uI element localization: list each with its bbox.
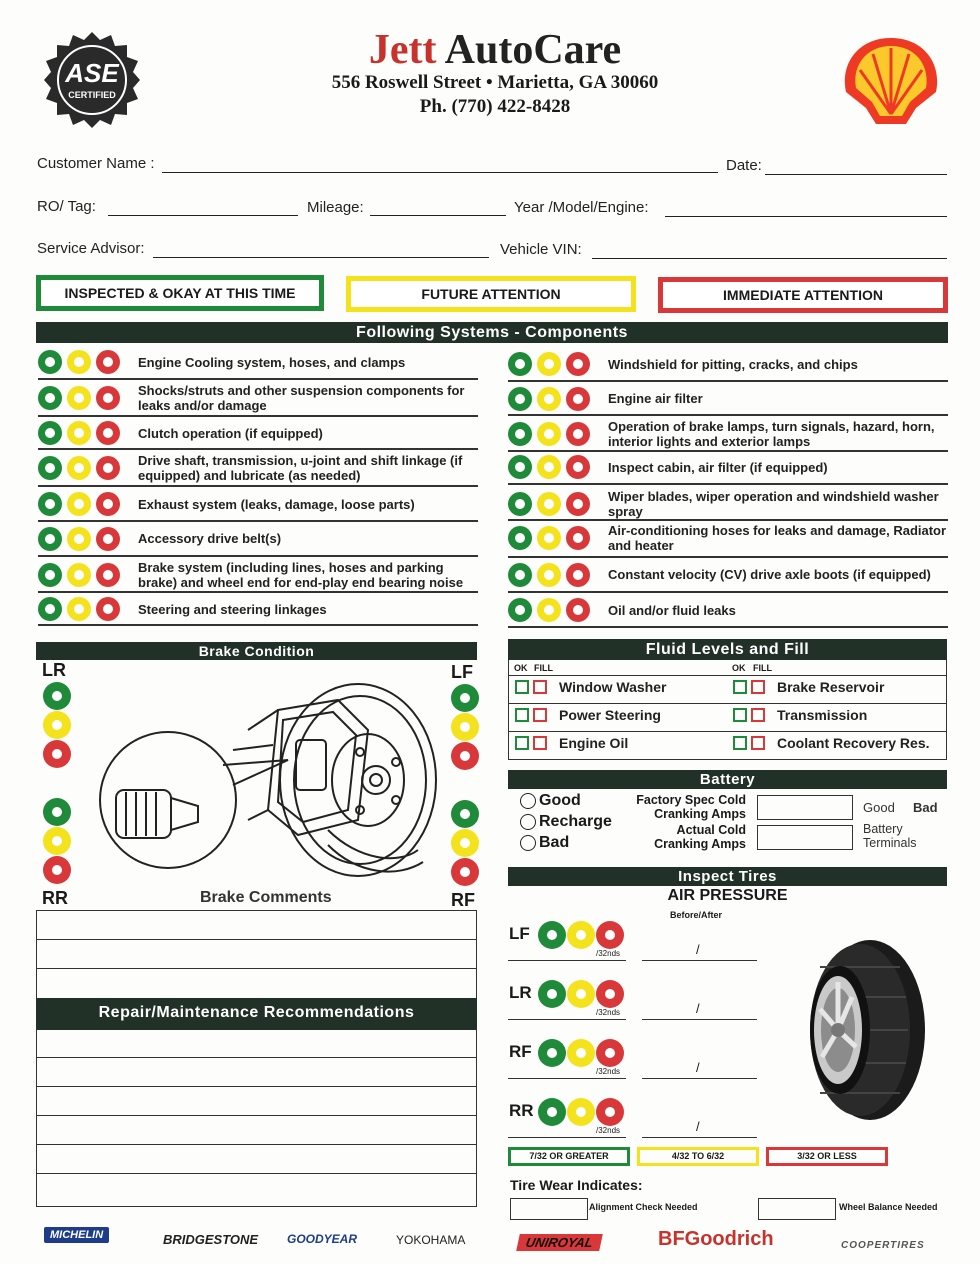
before-after-label: Before/After [670,910,723,920]
tire-green-dot[interactable] [538,921,566,949]
status-dots [508,563,608,587]
green-status-dot[interactable] [508,492,532,516]
ase-text: ASE [65,58,119,88]
green-status-dot[interactable] [38,421,62,445]
tread-unit-label: /32nds [596,1067,621,1076]
status-dots [38,456,138,480]
goodyear-logo: GOODYEAR [287,1232,358,1246]
fill-checkbox[interactable] [533,736,547,750]
date-label: Date: [726,157,762,174]
before-after-slash: / [696,1119,700,1134]
wear-green: 7/32 OR GREATER [508,1147,630,1166]
yellow-status-dot[interactable] [537,455,561,479]
tread-underline [508,1019,626,1020]
fluid-label: Power Steering [559,707,661,723]
red-status-dot[interactable] [96,492,120,516]
fluid-label: Brake Reservoir [777,679,885,695]
red-status-dot[interactable] [96,386,120,410]
fluid-item-left-2 [515,735,628,751]
wheel-balance-box[interactable] [758,1198,836,1220]
yellow-status-dot[interactable] [67,456,91,480]
service-advisor-label: Service Advisor: [37,240,145,257]
yellow-status-dot[interactable] [537,526,561,550]
tread-unit-label: /32nds [596,1126,621,1135]
brake-comments-label: Brake Comments [200,889,332,906]
systems-header: Following Systems - Components [36,322,948,343]
brake-condition-header: Brake Condition [36,642,477,660]
battery-header: Battery [508,770,947,789]
service-advisor-field[interactable] [153,257,489,258]
fluid-label: Engine Oil [559,735,629,751]
red-status-dot[interactable] [566,492,590,516]
system-row-right-6 [508,558,948,593]
tire-red-dot[interactable] [596,921,624,949]
tire-yellow-dot[interactable] [567,1098,595,1126]
status-dots [508,455,608,479]
yellow-status-dot[interactable] [537,598,561,622]
system-label: Engine air filter [608,391,703,406]
system-label: Shocks/struts and other suspension components for leaks and/or damage [138,383,465,413]
shell-logo [838,34,944,130]
brake-rr-label: RR [42,888,68,908]
ase-certified-text: CERTIFIED [68,90,116,100]
brake-lf-label: LF [451,662,473,682]
ok-checkbox[interactable] [733,680,747,694]
system-row-left-5 [38,522,478,557]
brake-rr-yellow[interactable] [43,827,71,855]
system-label: Exhaust system (leaks, damage, loose parts) [138,496,415,512]
status-dots [38,527,138,551]
ro-tag-field[interactable] [108,215,298,216]
system-row-left-7 [38,594,478,626]
customer-name-field[interactable] [162,172,718,173]
before-after-slash: / [696,942,700,957]
brake-lf-red[interactable] [451,742,479,770]
status-dots [508,387,608,411]
air-pressure-field[interactable] [642,1137,757,1138]
business-phone: Ph. (770) 422-8428 [419,96,571,117]
system-row-right-0 [508,348,948,382]
system-row-left-4 [38,488,478,522]
green-status-dot[interactable] [508,455,532,479]
fluid-item-left-0 [515,679,666,695]
tire-position-label: RF [509,1042,532,1061]
ro-tag-label: RO/ Tag: [37,198,96,215]
system-label: Air-conditioning hoses for leaks and damage, Radiator and heater [608,523,947,553]
fill-checkbox[interactable] [533,708,547,722]
green-status-dot[interactable] [38,563,62,587]
wear-red: 3/32 OR LESS [766,1147,888,1166]
yellow-status-dot[interactable] [537,492,561,516]
status-dots [38,492,138,516]
system-row-right-5 [508,520,948,558]
fluid-label: Window Washer [559,679,667,695]
vehicle-vin-label: Vehicle VIN: [500,241,582,258]
red-status-dot[interactable] [566,422,590,446]
fluid-levels-header: Fluid Levels and Fill [508,639,947,660]
wheel-balance-label: Wheel Balance Needed [839,1202,938,1212]
green-status-dot[interactable] [38,492,62,516]
tire-yellow-dot[interactable] [567,980,595,1008]
air-pressure-field[interactable] [642,1019,757,1020]
tire-yellow-dot[interactable] [567,921,595,949]
status-dots [38,386,138,410]
ok-checkbox[interactable] [515,680,529,694]
yellow-status-dot[interactable] [537,387,561,411]
system-label: Windshield for pitting, cracks, and chips [608,356,858,372]
battery-terminal-bad-label: Bad [913,800,938,815]
battery-actual-input[interactable] [757,825,853,850]
tire-yellow-dot[interactable] [567,1039,595,1067]
coopertires-logo: COOPERTIRES [841,1240,925,1251]
red-status-dot[interactable] [96,563,120,587]
brake-lf-green[interactable] [451,684,479,712]
fluid-ok-label-right: OK [732,663,746,673]
system-label: Oil and/or fluid leaks [608,602,736,618]
battery-spec-input[interactable] [757,795,853,820]
system-row-left-6 [38,558,478,593]
business-name-first: Jett [368,27,437,73]
brake-comments-box[interactable] [36,910,477,998]
tire-wear-indicates-label: Tire Wear Indicates: [510,1177,643,1193]
mileage-label: Mileage: [307,199,364,216]
wear-yellow: 4/32 TO 6/32 [637,1147,759,1166]
fluid-ok-label-left: OK [514,663,528,673]
michelin-logo: MICHELIN [44,1227,109,1243]
alignment-check-label: Alignment Check Needed [589,1202,698,1212]
red-status-dot[interactable] [96,597,120,621]
status-dots [508,352,608,376]
red-status-dot[interactable] [96,456,120,480]
status-dots [38,563,138,587]
repair-header: Repair/Maintenance Recommendations [36,998,477,1030]
status-dots [508,526,608,550]
yellow-status-dot[interactable] [67,421,91,445]
green-status-dot[interactable] [508,598,532,622]
battery-recharge-label: Recharge [539,813,612,830]
brake-lr-green[interactable] [43,682,71,710]
tire-red-dot[interactable] [596,980,624,1008]
yellow-status-dot[interactable] [67,527,91,551]
uniroyal-logo: UNIROYAL [516,1234,603,1251]
yellow-status-dot[interactable] [537,563,561,587]
battery-terminals-label: Battery Terminals [863,822,917,850]
fluid-item-right-2 [733,735,930,751]
system-row-left-2 [38,418,478,450]
battery-good-option[interactable] [520,792,581,810]
fluid-fill-label-right: FILL [753,663,772,673]
legend-red-label: IMMEDIATE ATTENTION [663,282,943,308]
fill-checkbox[interactable] [751,708,765,722]
system-row-right-7 [508,594,948,628]
bridgestone-logo: BRIDGESTONE [163,1232,259,1247]
date-field[interactable] [765,174,947,175]
red-status-dot[interactable] [566,526,590,550]
brake-lr-label: LR [42,660,66,680]
tire-green-dot[interactable] [538,1098,566,1126]
status-dots [38,421,138,445]
brake-rf-label: RF [451,890,475,910]
yellow-status-dot[interactable] [67,350,91,374]
tire-green-dot[interactable] [538,980,566,1008]
tread-underline [508,1078,626,1079]
red-status-dot[interactable] [96,527,120,551]
green-status-dot[interactable] [38,350,62,374]
green-status-dot[interactable] [508,352,532,376]
air-pressure-field[interactable] [642,960,757,961]
status-dots [508,492,608,516]
brake-lr-red[interactable] [43,740,71,768]
legend-red [658,277,948,313]
yellow-status-dot[interactable] [537,422,561,446]
green-status-dot[interactable] [508,387,532,411]
battery-bad-radio[interactable] [520,835,536,851]
red-status-dot[interactable] [96,350,120,374]
brake-rr-green[interactable] [43,798,71,826]
red-status-dot[interactable] [96,421,120,445]
tire-position-label: LF [509,924,530,943]
air-pressure-field[interactable] [642,1078,757,1079]
year-model-engine-label: Year /Model/Engine: [514,199,649,216]
system-row-left-0 [38,346,478,380]
green-status-dot[interactable] [38,456,62,480]
system-row-left-1 [38,381,478,417]
fluid-item-left-1 [515,707,661,723]
air-pressure-label: AIR PRESSURE [667,887,788,904]
status-dots [508,422,608,446]
system-row-right-4 [508,488,948,521]
battery-bad-label: Bad [539,834,570,851]
battery-terminal-good-label: Good [863,800,895,815]
yellow-status-dot[interactable] [537,352,561,376]
legend-yellow [346,276,636,312]
yellow-status-dot[interactable] [67,492,91,516]
bfgoodrich-logo: BFGoodrich [658,1228,774,1250]
brake-rf-green[interactable] [451,800,479,828]
system-row-right-3 [508,451,948,485]
green-status-dot[interactable] [508,526,532,550]
green-status-dot[interactable] [38,527,62,551]
system-label: Operation of brake lamps, turn signals, hazard, horn, interior lights and exterior lamps [608,419,935,449]
red-status-dot[interactable] [566,598,590,622]
ok-checkbox[interactable] [515,736,529,750]
red-status-dot[interactable] [566,455,590,479]
brake-lf-yellow[interactable] [451,713,479,741]
yellow-status-dot[interactable] [67,563,91,587]
system-label: Brake system (including lines, hoses and parking brake) and wheel end for end-play end bearing noise [138,559,464,590]
fluid-item-right-1 [733,707,867,723]
battery-bad-option[interactable] [520,834,569,852]
red-status-dot[interactable] [566,563,590,587]
brake-rf-red[interactable] [451,858,479,886]
green-status-dot[interactable] [508,563,532,587]
legend-green-label: INSPECTED & OKAY AT THIS TIME [41,280,319,306]
fluid-label: Transmission [777,707,868,723]
before-after-slash: / [696,1001,700,1016]
year-model-engine-field[interactable] [665,216,947,217]
status-dots [508,598,608,622]
system-label: Constant velocity (CV) drive axle boots (if equipped) [608,567,931,582]
system-label: Steering and steering linkages [138,601,327,617]
red-status-dot[interactable] [566,387,590,411]
system-label: Accessory drive belt(s) [138,531,282,546]
tire-image [800,937,928,1123]
alignment-check-box[interactable] [510,1198,588,1220]
system-label: Clutch operation (if equipped) [138,425,323,441]
system-label: Engine Cooling system, hoses, and clamps [138,354,406,370]
green-status-dot[interactable] [38,386,62,410]
battery-spec-label: Factory Spec Cold Cranking Amps [636,793,746,821]
ok-checkbox[interactable] [733,736,747,750]
system-row-left-3 [38,451,478,487]
battery-good-radio[interactable] [520,793,536,809]
brake-rr-red[interactable] [43,856,71,884]
system-label: Inspect cabin, air filter (if equipped) [608,459,828,475]
red-status-dot[interactable] [566,352,590,376]
fill-checkbox[interactable] [751,680,765,694]
fluid-fill-label-left: FILL [534,663,553,673]
tread-unit-label: /32nds [596,949,621,958]
tire-position-label: RR [509,1101,534,1120]
tire-red-dot[interactable] [596,1098,624,1126]
fluid-label: Coolant Recovery Res. [777,735,930,751]
legend-green [36,275,324,311]
business-address: 556 Roswell Street • Marietta, GA 30060 [331,72,659,93]
before-after-slash: / [696,1060,700,1075]
repair-lines[interactable] [36,1030,477,1207]
tread-unit-label: /32nds [596,1008,621,1017]
battery-recharge-option[interactable] [520,813,612,831]
business-name-second: AutoCare [444,27,622,73]
system-label: Wiper blades, wiper operation and windshield washer spray [608,488,939,519]
legend-yellow-label: FUTURE ATTENTION [351,281,631,307]
yellow-status-dot[interactable] [67,386,91,410]
fill-checkbox[interactable] [751,736,765,750]
battery-actual-label: Actual Cold Cranking Amps [654,823,746,851]
brake-lr-yellow[interactable] [43,711,71,739]
tread-underline [508,1137,626,1138]
mileage-field[interactable] [370,215,506,216]
system-label: Drive shaft, transmission, u-joint and shift linkage (if equipped) and lubricate (as needed) [138,453,463,483]
tire-red-dot[interactable] [596,1039,624,1067]
tire-position-label: LR [509,983,532,1002]
tire-green-dot[interactable] [538,1039,566,1067]
battery-recharge-radio[interactable] [520,814,536,830]
status-dots [38,597,138,621]
inspect-tires-header: Inspect Tires [508,867,947,886]
system-row-right-2 [508,418,948,452]
customer-name-label: Customer Name : [37,155,155,172]
battery-good-label: Good [539,792,581,809]
ok-checkbox[interactable] [733,708,747,722]
system-row-right-1 [508,383,948,416]
vehicle-vin-field[interactable] [592,258,947,259]
green-status-dot[interactable] [38,597,62,621]
ase-logo [42,30,142,130]
yokohama-logo: YOKOHAMA [396,1233,466,1247]
fill-checkbox[interactable] [533,680,547,694]
business-name [290,26,700,74]
yellow-status-dot[interactable] [67,597,91,621]
fluid-item-right-0 [733,679,884,695]
brake-illustration [98,670,443,880]
ok-checkbox[interactable] [515,708,529,722]
brake-rf-yellow[interactable] [451,829,479,857]
green-status-dot[interactable] [508,422,532,446]
status-dots [38,350,138,374]
tread-underline [508,960,626,961]
